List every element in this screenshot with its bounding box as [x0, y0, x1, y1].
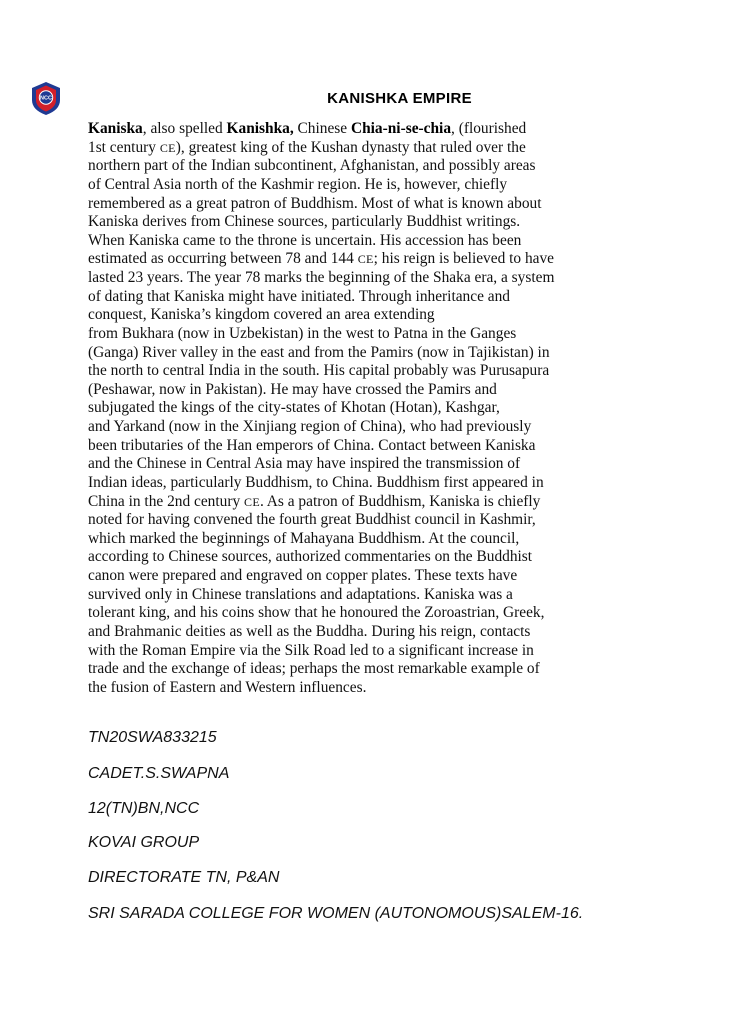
- article-body: [88, 120, 640, 697]
- body-line: canon were prepared and engraved on copper plates. These texts have: [88, 567, 518, 584]
- page-title: KANISHKA EMPIRE: [327, 90, 472, 107]
- body-line: Indian ideas, particularly Buddhism, to China. Buddhism first appeared in: [88, 473, 544, 491]
- body-line: estimated as occurring between 78 and 144 CE; his reign is believed to have: [88, 250, 554, 268]
- body-line: the fusion of Eastern and Western influences.: [88, 678, 367, 696]
- body-line: subjugated the kings of the city-states of Khotan (Hotan), Kashgar,: [88, 399, 500, 417]
- body-line: China in the 2nd century CE. As a patron of Buddhism, Kaniska is chiefly: [88, 492, 541, 510]
- cadet-id: TN20SWA833215: [88, 729, 217, 746]
- body-line: Kaniska, also spelled Kanishka, Chinese Chia-ni-se-chia, (flourished: [88, 120, 527, 137]
- svg-text:NCC: NCC: [40, 95, 52, 102]
- cadet-college: SRI SARADA COLLEGE FOR WOMEN (AUTONOMOUS)SALEM-16.: [88, 905, 584, 922]
- body-line: When Kaniska came to the throne is uncertain. His accession has been: [88, 231, 522, 249]
- body-line: lasted 23 years. The year 78 marks the beginning of the Shaka era, a system: [88, 269, 555, 286]
- body-line: from Bukhara (now in Uzbekistan) in the west to Patna in the Ganges: [88, 324, 517, 342]
- cadet-directorate: DIRECTORATE TN, P&AN: [88, 869, 280, 886]
- cadet-name: CADET.S.SWAPNA: [88, 765, 230, 782]
- body-line: trade and the exchange of ideas; perhaps the most remarkable example of: [88, 660, 540, 678]
- body-line: 1st century CE), greatest king of the Kushan dynasty that ruled over the: [88, 138, 526, 156]
- body-line: of dating that Kaniska might have initiated. Through inheritance and: [88, 287, 510, 305]
- cadet-unit: 12(TN)BN,NCC: [88, 800, 200, 817]
- body-line: noted for having convened the fourth great Buddhist council in Kashmir,: [88, 511, 536, 529]
- body-line: of Central Asia north of the Kashmir region. He is, however, chiefly: [88, 175, 508, 193]
- body-line: (Ganga) River valley in the east and from the Pamirs (now in Tajikistan) in: [88, 343, 550, 361]
- body-line: survived only in Chinese translations and adaptations. Kaniska was a: [88, 585, 513, 603]
- body-line: conquest, Kaniska’s kingdom covered an area extending: [88, 306, 435, 324]
- body-line: the north to central India in the south. His capital probably was Purusapura: [88, 362, 550, 380]
- body-line: and Yarkand (now in the Xinjiang region of China), who had previously: [88, 418, 532, 435]
- body-line: and Brahmanic deities as well as the Buddha. During his reign, contacts: [88, 622, 531, 640]
- body-line: with the Roman Empire via the Silk Road led to a significant increase in: [88, 641, 534, 659]
- body-line: remembered as a great patron of Buddhism. Most of what is known about: [88, 194, 542, 212]
- body-line: (Peshawar, now in Pakistan). He may have crossed the Pamirs and: [88, 380, 497, 398]
- body-line: which marked the beginnings of Mahayana Buddhism. At the council,: [88, 529, 520, 547]
- body-line: according to Chinese sources, authorized commentaries on the Buddhist: [88, 548, 533, 566]
- body-line: Kaniska derives from Chinese sources, particularly Buddhist writings.: [88, 213, 521, 231]
- cadet-group: KOVAI GROUP: [88, 834, 200, 851]
- body-line: tolerant king, and his coins show that he honoured the Zoroastrian, Greek,: [88, 604, 545, 622]
- body-line: been tributaries of the Han emperors of China. Contact between Kaniska: [88, 436, 536, 454]
- body-line: northern part of the Indian subcontinent, Afghanistan, and possibly areas: [88, 157, 536, 175]
- body-line: and the Chinese in Central Asia may have inspired the transmission of: [88, 455, 521, 473]
